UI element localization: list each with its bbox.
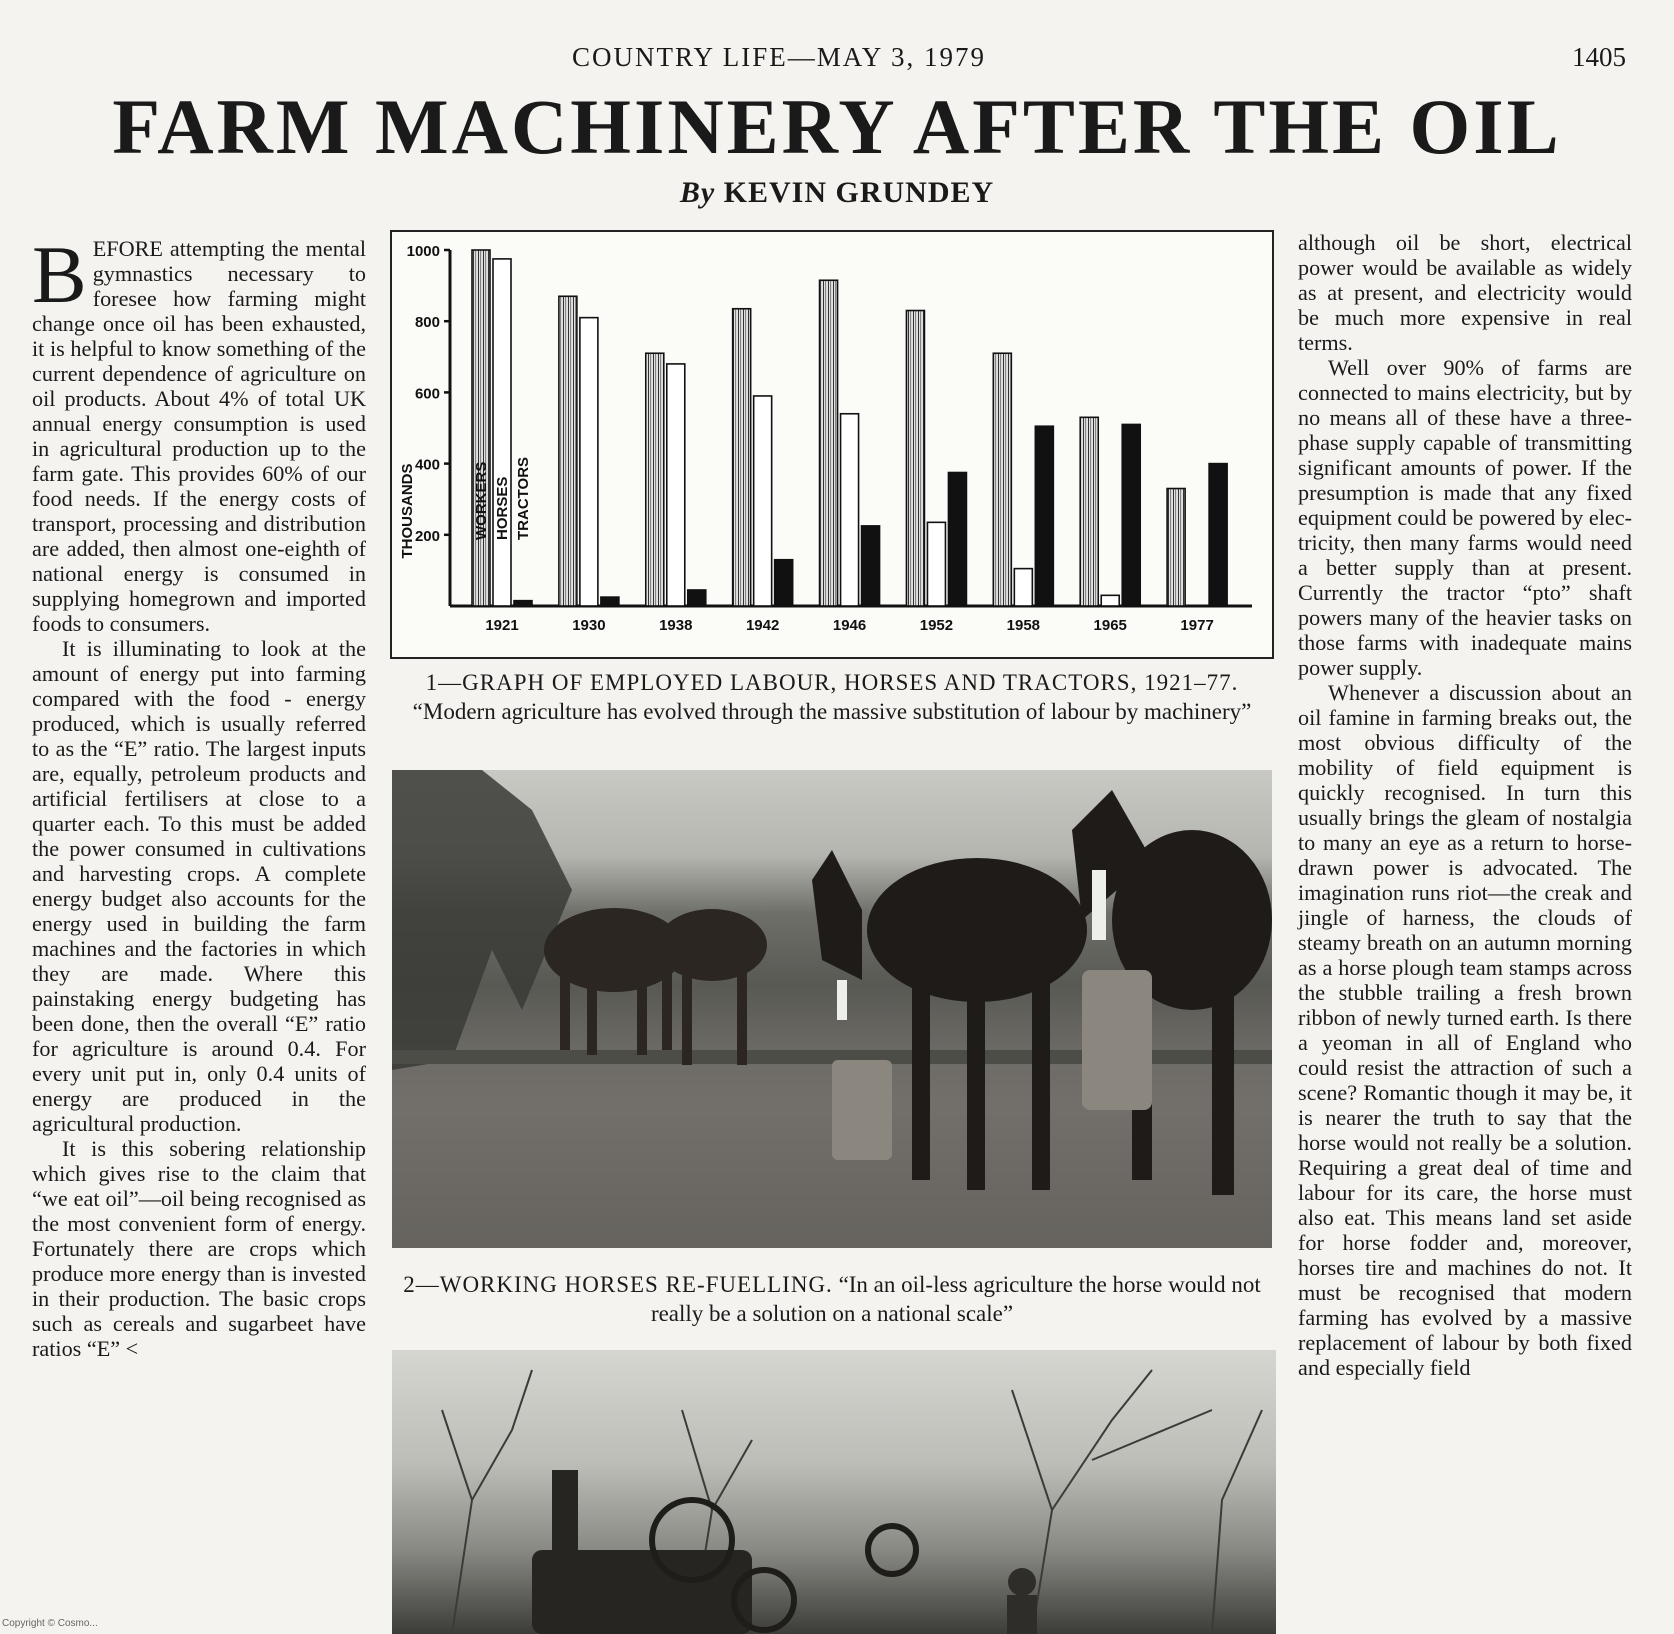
bar-workers-1938 xyxy=(646,353,664,606)
bar-horses-1952 xyxy=(927,522,945,606)
steam-engine-photo xyxy=(392,1350,1276,1634)
bar-workers-1958 xyxy=(993,353,1011,606)
bar-horses-1958 xyxy=(1014,569,1032,606)
series-label-workers: WORKERS xyxy=(473,461,490,540)
figure-2-caption xyxy=(392,1270,1272,1328)
left-paragraph-1-text: EFORE attempting the mental gymnastics necessary to foresee how farming might change once oil has been exhausted, it is helpful to know something of the current dependence of agriculture on oil products. About 4% of total UK annual energy consumption is used in agricultural production up to the farm gate. This provides 60% of our food needs. If the energy costs of transport, processing and distribution are added, then almost one-eighth of national energy is consumed in supplying homegrown and imported foods to consumers. xyxy=(32,236,366,636)
x-tick-label: 1952 xyxy=(919,617,954,634)
page-header xyxy=(0,42,1674,82)
author-name: KEVIN GRUNDEY xyxy=(723,176,995,209)
bar-tractors-1938 xyxy=(688,590,706,606)
y-tick-label: 400 xyxy=(414,456,440,474)
y-axis-label: THOUSANDS xyxy=(399,463,416,559)
x-tick-label: 1977 xyxy=(1180,617,1214,634)
byline-by: By xyxy=(679,176,716,209)
figure-1-caption-label: 1—GRAPH OF EMPLOYED LABOUR, HORSES AND TRACTORS, 1921–77. xyxy=(425,670,1239,695)
bar-workers-1921 xyxy=(472,250,490,606)
bar-workers-1930 xyxy=(559,296,577,606)
y-tick-label: 200 xyxy=(414,527,440,545)
bar-tractors-1965 xyxy=(1122,424,1140,606)
bar-workers-1965 xyxy=(1080,417,1098,606)
bar-tractors-1958 xyxy=(1035,426,1053,606)
drop-cap: B xyxy=(32,229,87,320)
figure-2-caption-label: 2—WORKING HORSES RE-FUELLING. xyxy=(403,1272,833,1297)
figure-2-caption-text: “In an oil-less agriculture the horse would not really be a solution on a national scale” xyxy=(650,1272,1261,1326)
bar-tractors-1946 xyxy=(862,526,880,606)
article-title: FARM MACHINERY AFTER THE OIL xyxy=(112,83,1562,170)
y-tick-label: 1000 xyxy=(406,243,440,260)
labour-chart xyxy=(390,230,1274,659)
bar-horses-1946 xyxy=(841,414,859,606)
bar-tractors-1952 xyxy=(948,473,966,607)
x-tick-label: 1946 xyxy=(832,617,867,634)
x-tick-label: 1938 xyxy=(659,617,693,634)
right-paragraph-1: although oil be short, electrical power would be available as widely as at present, and electricity would be much more expensive in real terms. xyxy=(1298,230,1632,355)
bar-tractors-1921 xyxy=(514,601,532,606)
bar-tractors-1930 xyxy=(601,597,619,606)
x-tick-label: 1930 xyxy=(572,617,606,634)
page-number: 1405 xyxy=(1572,42,1626,72)
right-paragraph-3: Whenever a discussion about an oil famine in farming breaks out, the most obvious difficulty of the mobility of field equipment is quickly recognised. In turn this usually brings the gleam of nostalgia to many an eye as a return to horse-drawn power is advocated. The imagination runs riot—the creak and jingle of harness, the clouds of steamy breath on an autumn morning as a horse plough team stamps across the stubble trailing a fresh brown ribbon of newly turned earth. Is there a yeoman in all of England who could resist the attraction of such a scene? Romantic though it may be, it is nearer the truth to say that the horse would not really be a solution. Requiring a great deal of time and labour for its care, the horse must also eat. This means land set aside for horse fodder and, moreover, horses tire and machines do not. It must be recognised that modern farming has evolved by a massive replacement of labour by both fixed and especially field xyxy=(1298,680,1632,1380)
byline xyxy=(0,176,1674,210)
bar-horses-1942 xyxy=(754,396,772,606)
figure-1-caption xyxy=(392,668,1272,726)
bar-workers-1977 xyxy=(1167,489,1185,606)
horses-photo xyxy=(392,770,1272,1248)
left-column xyxy=(32,229,366,1361)
x-tick-label: 1965 xyxy=(1093,617,1127,634)
x-tick-label: 1942 xyxy=(745,617,780,634)
bar-horses-1938 xyxy=(667,364,685,606)
figure-1-caption-text: “Modern agriculture has evolved through the massive substitution of labour by machinery” xyxy=(412,699,1252,724)
bar-workers-1942 xyxy=(733,309,751,606)
bar-horses-1921 xyxy=(493,259,511,606)
series-label-horses: HORSES xyxy=(494,476,511,540)
left-paragraph-3: It is this sobering relationship which gives rise to the claim that “we eat oil”—oil being recognised as the most convenient form of energy. Fortunately there are crops which produce more energy than is invested in their production. The basic crops such as cereals and sugarbeet have ratios “E” < xyxy=(32,1136,366,1361)
bar-workers-1946 xyxy=(820,280,838,606)
right-paragraph-2: Well over 90% of farms are connected to mains electricity, but by no means all of these have a three-phase supply capable of transmitting significant amounts of power. If the presumption is made that any fixed equipment could be powered by electricity, then many farms would need a better supply than at present. Currently the tractor “pto” shaft powers many of the heavier tasks on those farms with inadequate mains power supply. xyxy=(1298,355,1632,680)
bar-workers-1952 xyxy=(906,311,924,606)
y-tick-label: 800 xyxy=(414,314,440,332)
y-tick-label: 600 xyxy=(414,385,440,403)
series-label-tractors: TRACTORS xyxy=(515,456,532,540)
x-tick-label: 1958 xyxy=(1006,617,1041,634)
labour-chart-svg xyxy=(392,232,1272,657)
running-head: COUNTRY LIFE—MAY 3, 1979 xyxy=(572,42,987,72)
bar-horses-1965 xyxy=(1101,595,1119,606)
bar-horses-1930 xyxy=(580,318,598,606)
copyright-watermark: Copyright © Cosmo... xyxy=(2,1618,98,1629)
x-tick-label: 1921 xyxy=(485,617,519,634)
left-paragraph-2: It is illuminating to look at the amount of energy put into farming compared with the food - energy produced, which is usually referred to as the “E” ratio. The largest inputs are, equally, petroleum products and artificial fertilisers at close to a quarter each. To this must be added the power consumed in cultivations and harvesting crops. A complete energy budget also accounts for the energy used in building the farm machines and the factories in which they are made. Where this painstaking energy budgeting has been done, then the overall “E” ratio for agriculture is around 0.4. For every unit put in, only 0.4 units of energy are produced in the agricultural production. xyxy=(32,636,366,1136)
bar-tractors-1977 xyxy=(1209,464,1227,606)
right-column xyxy=(1298,230,1632,1380)
bar-tractors-1942 xyxy=(775,560,793,606)
left-paragraph-1 xyxy=(32,229,366,636)
